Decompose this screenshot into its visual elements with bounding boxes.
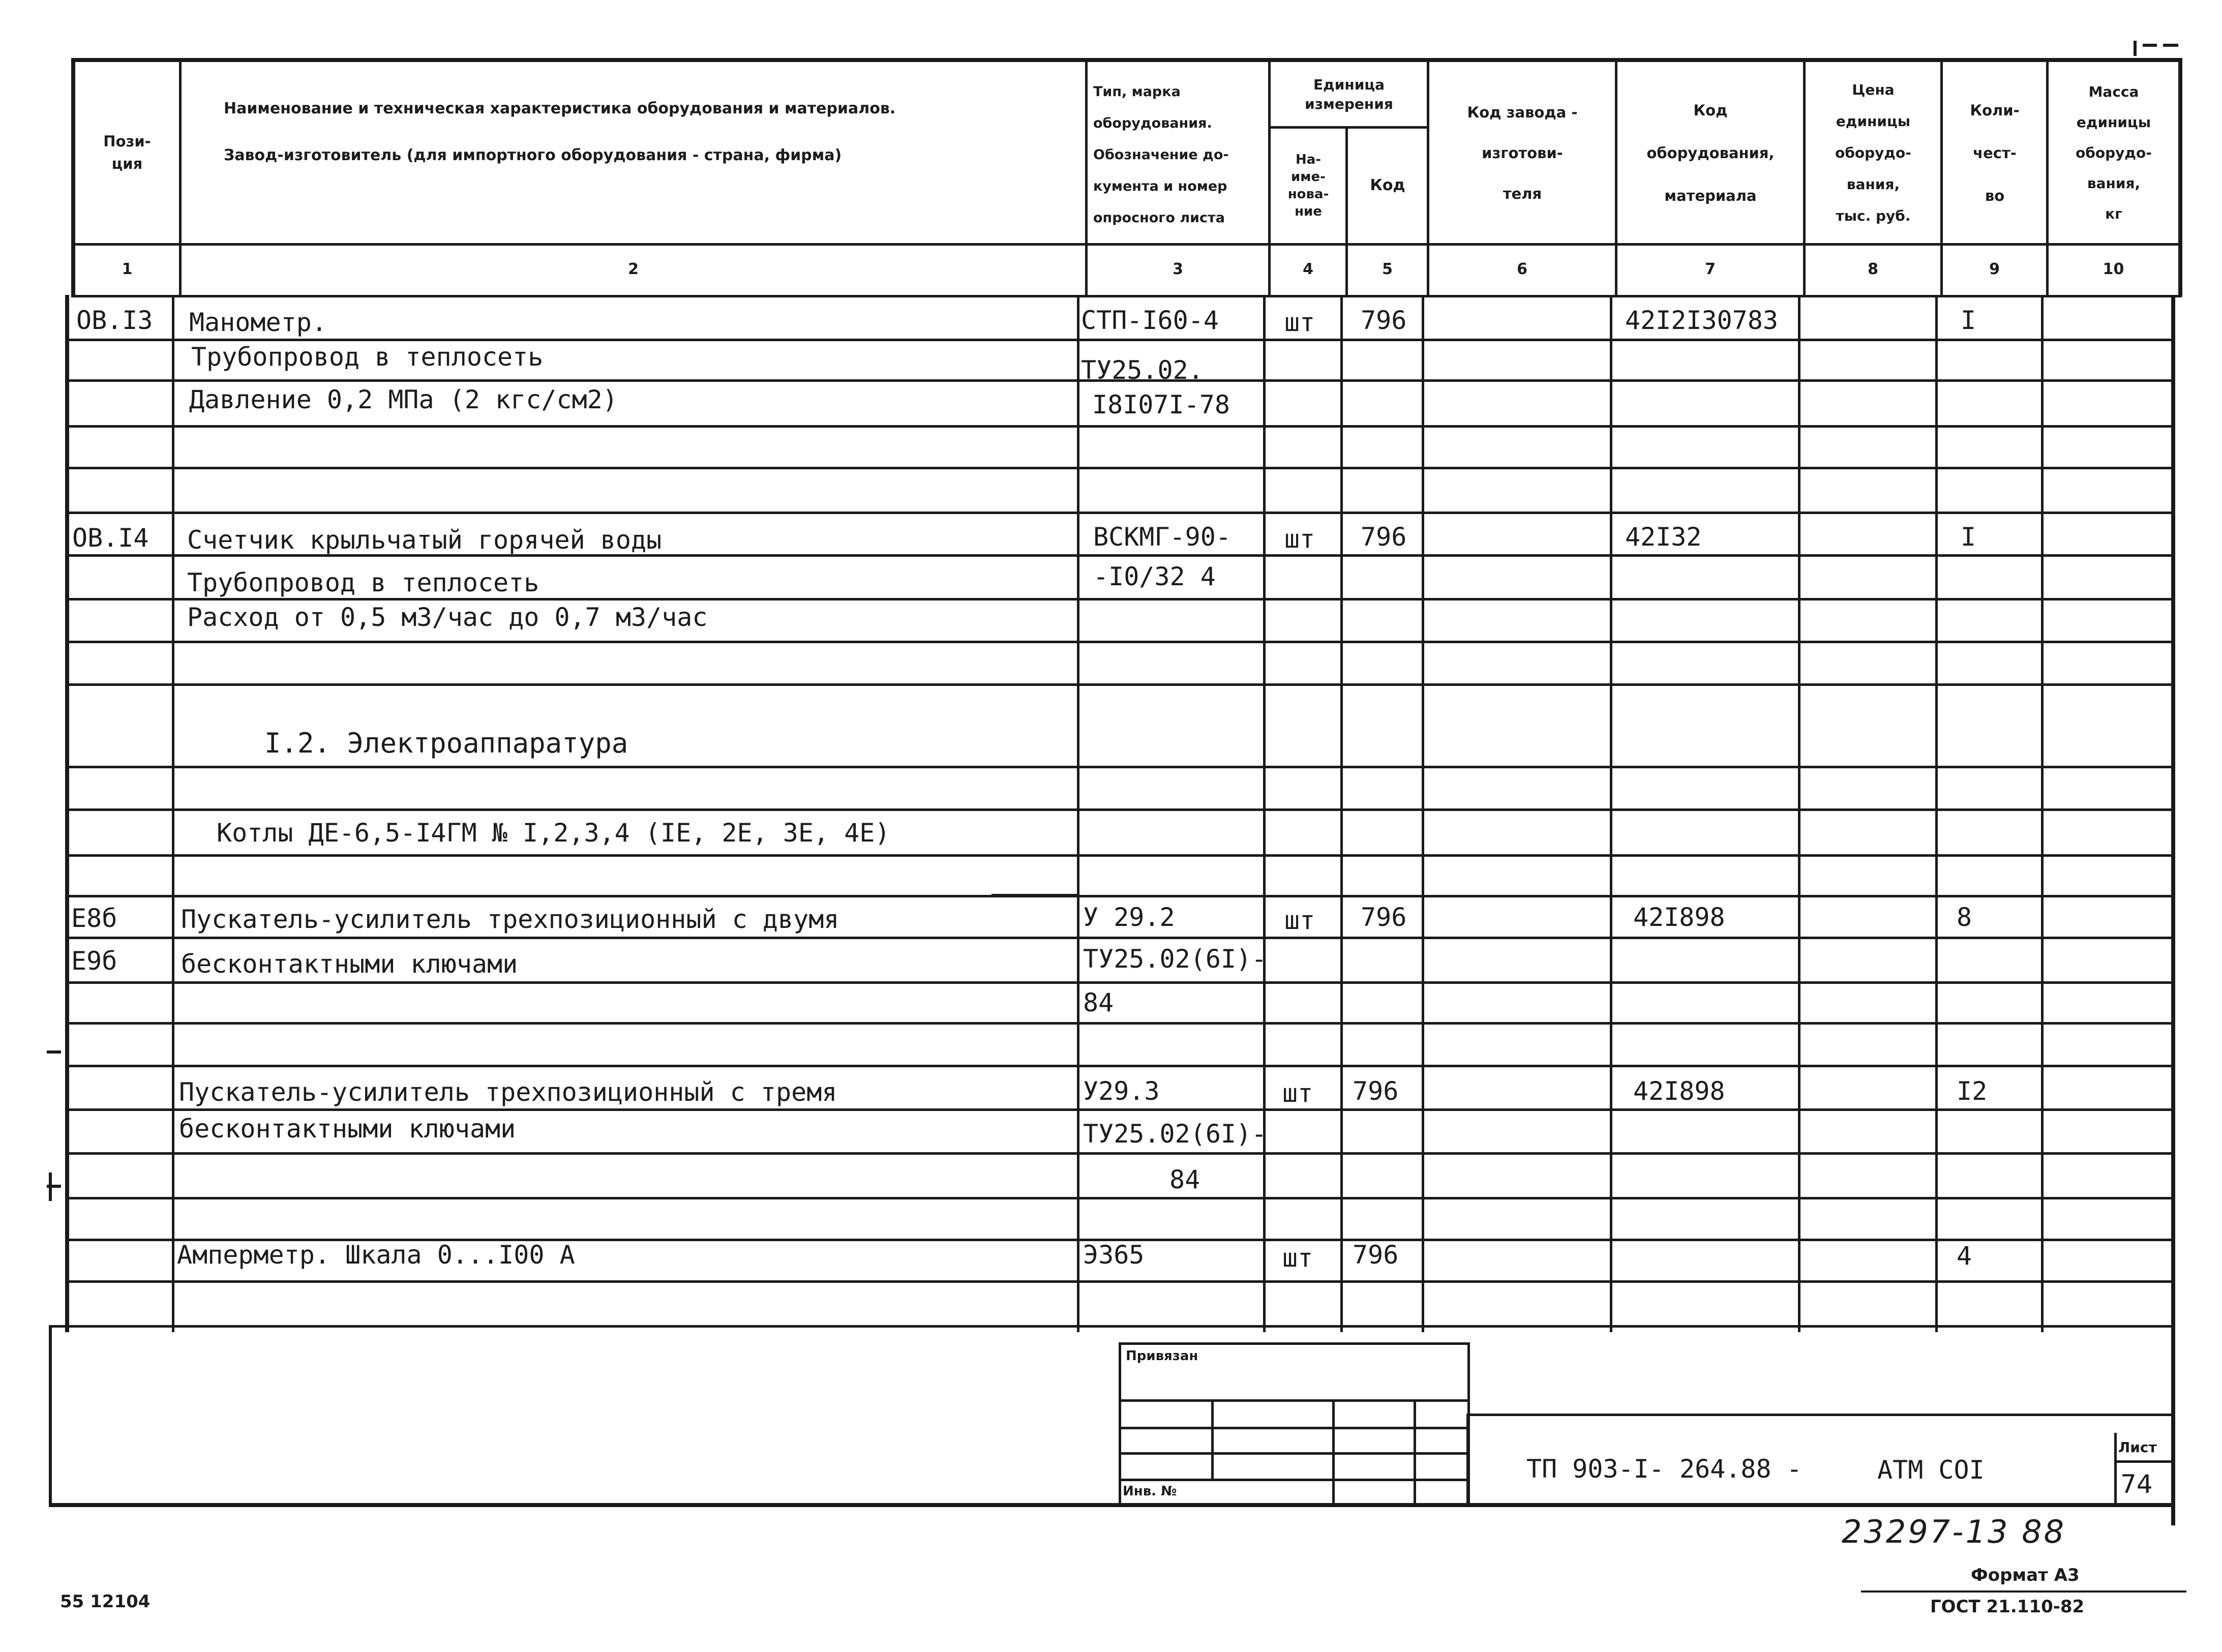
document-code: ТП 903-I- 264.88 - (1526, 1454, 1802, 1484)
row-line (65, 808, 2175, 811)
footer-format: Формат А3 (1971, 1565, 2080, 1585)
body-vline-1 (172, 295, 174, 1332)
body-vline-3 (1263, 295, 1266, 1332)
row-type: СТП-I60-4 (1081, 306, 1219, 335)
row-type: У29.3 (1083, 1076, 1160, 1106)
row-quantity: I2 (1957, 1076, 1988, 1106)
row-position: Е8б (71, 904, 117, 933)
row-type: -I0/32 4 (1093, 562, 1216, 591)
row-name: Трубопровод в теплосеть (187, 568, 539, 597)
row-type: ВСКМГ-90- (1093, 522, 1231, 552)
row-line (65, 467, 2175, 469)
header-quantity: Коли- чест- во (1970, 102, 2020, 204)
row-name: Счетчик крыльчатый горячей воды (187, 525, 662, 555)
body-vline-0 (65, 295, 69, 1332)
row-line (65, 425, 2175, 428)
column-number: 4 (1303, 260, 1313, 278)
stamp-line (1119, 1399, 1469, 1402)
row-line (65, 1022, 2175, 1025)
row-position: ОВ.I3 (76, 306, 153, 335)
row-name: бесконтактными ключами (179, 1114, 516, 1144)
column-number: 2 (628, 260, 639, 278)
sheet-label: Лист (2118, 1439, 2157, 1456)
row-type: ТУ25.02(6I)- (1083, 1119, 1267, 1149)
row-quantity: I (1961, 522, 1976, 552)
stamp-line (1119, 1479, 1469, 1481)
row-line (65, 895, 2175, 897)
row-name: Трубопровод в теплосеть (191, 342, 544, 372)
row-line (65, 1152, 2175, 1155)
stamp-privyazan-label: Привязан (1126, 1348, 1198, 1364)
corner-mark (2134, 41, 2137, 56)
row-unit: шт (1284, 906, 1315, 935)
header-name: Наименование и техническая характеристика оборудования и материалов. Завод-изготовитель (для импортного оборудования - страна, фирма) (224, 100, 896, 164)
title-doc-left (1466, 1414, 1469, 1505)
row-name: Давление 0,2 МПа (2 кгс/см2) (189, 385, 618, 414)
stamp-left (1119, 1342, 1121, 1506)
stamp-top (1119, 1342, 1469, 1345)
row-unit: шт (1284, 308, 1315, 337)
stamp-inventory-label: Инв. № (1123, 1484, 1177, 1499)
row-line (65, 339, 2175, 341)
margin-tick-vertical (49, 1173, 52, 1201)
row-unit: шт (1284, 524, 1315, 554)
row-unit: шт (1282, 1243, 1313, 1273)
header-type: Тип, марка оборудования. Обозначение до- кумента и номер опросного листа (1093, 84, 1229, 226)
row-quantity: 4 (1957, 1241, 1972, 1271)
header-vline-10 (2178, 58, 2182, 297)
stamp-vline (1211, 1399, 1214, 1479)
body-vline-7 (1798, 295, 1800, 1332)
column-number: 8 (1868, 260, 1878, 278)
row-unit-code: 796 (1353, 1076, 1399, 1106)
body-vline-6 (1610, 295, 1612, 1332)
stamp-vline (1414, 1399, 1416, 1506)
row-line (65, 1065, 2175, 1067)
row-line (65, 1280, 2175, 1283)
row-name: Расход от 0,5 м3/час до 0,7 м3/час (187, 603, 708, 632)
row-type: 84 (1083, 988, 1114, 1017)
row-material-code: 42I32 (1625, 522, 1702, 552)
header-unit-code: Код (1370, 176, 1405, 194)
header-bottom-line (71, 243, 2181, 246)
footer-standard: ГОСТ 21.110-82 (1930, 1597, 2085, 1617)
stamp-line (1119, 1427, 1469, 1429)
row-material-code: 42I898 (1633, 903, 1725, 932)
body-vline-4 (1340, 295, 1343, 1332)
column-number: 5 (1382, 260, 1393, 278)
row-name: Пускатель-усилитель трехпозиционный с двумя (181, 905, 839, 934)
row-name: Амперметр. Шкала 0...I00 А (177, 1240, 575, 1270)
row-name: бесконтактными ключами (181, 949, 518, 979)
row-line (65, 937, 2175, 939)
row-line (65, 683, 2175, 686)
stamp-line (1119, 1452, 1469, 1455)
row-unit-code: 796 (1361, 306, 1407, 335)
header-mass: Масса единицы оборудо- вания, кг (2076, 83, 2152, 222)
row-line (65, 981, 2175, 984)
stray-line (992, 894, 1078, 895)
row-material-code: 42I2I30783 (1625, 306, 1779, 335)
row-type: Э365 (1083, 1240, 1145, 1270)
title-block-bottom (49, 1503, 2175, 1507)
row-unit: шт (1282, 1078, 1313, 1108)
header-maker-code: Код завода - изготови- теля (1467, 104, 1578, 202)
body-vline-9 (2041, 295, 2044, 1332)
header-position: Пози- ция (103, 133, 151, 172)
row-position: ОВ.I4 (72, 523, 149, 553)
row-line (65, 1197, 2175, 1199)
title-block-left-edge (49, 1325, 52, 1507)
row-material-code: 42I898 (1633, 1076, 1725, 1106)
row-line (65, 641, 2175, 643)
stamp-vline (1332, 1399, 1335, 1506)
sheet-number: 74 (2120, 1469, 2153, 1499)
sheet-box-left (2114, 1433, 2117, 1506)
row-name: Манометр. (189, 308, 327, 337)
row-type: 84 (1169, 1165, 1200, 1194)
footer-left-code: 55 12104 (60, 1591, 151, 1612)
row-position: Е9б (71, 946, 117, 976)
margin-tick (47, 1050, 61, 1054)
row-type: ТУ25.02. (1081, 355, 1204, 385)
title-block-right-edge (2171, 1322, 2175, 1525)
row-type: У 29.2 (1083, 903, 1175, 932)
column-number: 9 (1989, 260, 2000, 278)
header-price: Цена единицы оборудо- вания, тыс. руб. (1835, 81, 1911, 224)
document-suffix: АТМ СОI (1877, 1455, 1985, 1485)
footer-line (1861, 1590, 2186, 1593)
row-line (65, 512, 2175, 514)
section-subheading: Котлы ДЕ-6,5-I4ГМ № I,2,3,4 (IE, 2E, 3E, 4E) (217, 818, 890, 848)
row-unit-code: 796 (1353, 1240, 1399, 1270)
table-top-border (71, 58, 2181, 62)
section-heading: I.2. Электроаппаратура (264, 727, 628, 759)
row-line (65, 598, 2175, 600)
corner-mark (2163, 44, 2178, 47)
body-vline-8 (1935, 295, 1938, 1332)
column-number: 6 (1517, 260, 1527, 278)
corner-mark (2143, 44, 2157, 47)
row-unit-code: 796 (1361, 903, 1407, 932)
table-bottom-line (51, 1325, 2175, 1328)
row-quantity: I (1961, 306, 1976, 335)
title-doc-top (1466, 1414, 2173, 1416)
column-number: 3 (1173, 260, 1183, 278)
row-line (65, 1108, 2175, 1111)
header-material-code: Код оборудования, материала (1646, 102, 1775, 204)
body-vline-2 (1077, 295, 1079, 1332)
column-number: 10 (2103, 260, 2124, 278)
row-quantity: 8 (1957, 903, 1972, 932)
row-line (65, 854, 2175, 857)
header-vline-0 (71, 58, 75, 297)
sheet-box-line (2114, 1460, 2173, 1463)
column-number: 1 (122, 260, 133, 278)
header-unit-name: На- име- нова- ние (1287, 152, 1329, 219)
row-name: Пускатель-усилитель трехпозиционный с тремя (179, 1077, 837, 1107)
row-unit-code: 796 (1361, 522, 1407, 552)
handwritten-archive-number: 23297-13 88 (1842, 1513, 2066, 1550)
body-vline-5 (1422, 295, 1424, 1332)
row-type: ТУ25.02(6I)- (1083, 944, 1267, 974)
column-number: 7 (1705, 260, 1716, 278)
numbers-bottom-line (71, 295, 2181, 297)
header-unit: Единица измерения (1305, 76, 1393, 112)
row-line (65, 766, 2175, 768)
row-type: I8I07I-78 (1092, 390, 1230, 419)
